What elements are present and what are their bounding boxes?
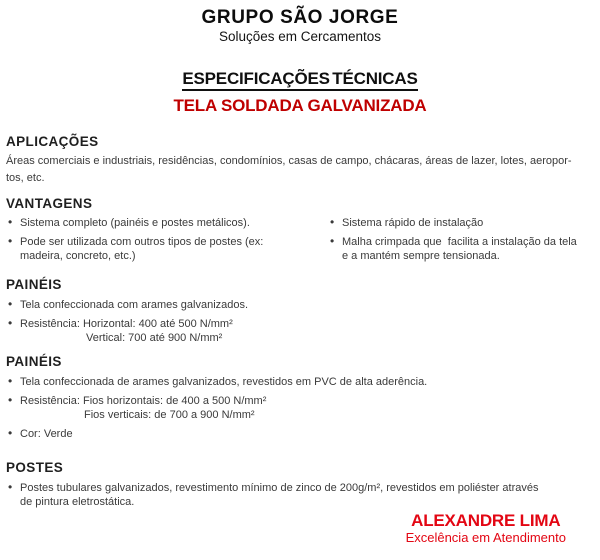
document-content [0, 134, 600, 509]
signature-name: ALEXANDRE LIMA [411, 511, 561, 530]
list-item [6, 298, 594, 312]
aplicacoes-line: tos, etc. [6, 172, 45, 184]
list-item-text: • Pode ser utilizada com outros tipos de postes (ex: [20, 236, 264, 248]
vantagens-right-column [328, 216, 594, 268]
list-item [6, 427, 594, 441]
list-item-text: • Resistência: Horizontal: 400 até 500 N/mm² [20, 318, 233, 330]
paineis-galvanizada-list [6, 298, 594, 345]
section-postes [6, 460, 594, 509]
list-item-text: madeira, concreto, etc.) [20, 250, 136, 262]
vantagens-columns [6, 216, 594, 268]
list-item-text: • Sistema completo (painéis e postes metálicos). [20, 217, 250, 229]
list-item [6, 394, 594, 422]
document-subtitle: TELA SOLDADA GALVANIZADA [173, 96, 427, 115]
signature-block [406, 512, 566, 545]
aplicacoes-line: Áreas comerciais e industriais, residências, condomínios, casas de campo, chácaras, áreas de lazer, lotes, aeropor- [6, 155, 572, 167]
vantagens-left-column [6, 216, 328, 268]
section-heading-postes: POSTES [6, 460, 64, 475]
section-heading-vantagens: VANTAGENS [6, 196, 93, 211]
section-heading-paineis-1: PAINÉIS [6, 277, 62, 292]
list-item [6, 235, 328, 263]
section-paineis-pvc [6, 354, 594, 441]
list-item-text: e a mantém sempre tensionada. [342, 250, 500, 262]
list-item-text: • Postes tubulares galvanizados, revestimento mínimo de zinco de 200g/m², revestidos em poliéster através [20, 482, 539, 494]
document-title: ESPECIFICAÇÕES TÉCNICAS [182, 69, 417, 91]
list-item [6, 481, 594, 509]
list-item-subtext: Fios verticais: de 700 a 900 N/mm² [84, 409, 255, 421]
list-item [328, 235, 594, 263]
list-item [328, 216, 594, 230]
section-heading-aplicacoes: APLICAÇÕES [6, 134, 99, 149]
list-item [6, 375, 594, 389]
list-item [6, 317, 594, 345]
list-item-text: • Resistência: Fios horizontais: de 400 a 500 N/mm² [20, 395, 267, 407]
paineis-pvc-list [6, 375, 594, 441]
postes-list [6, 481, 594, 509]
company-name: GRUPO SÃO JORGE [201, 7, 399, 28]
list-item-text: • Tela confeccionada com arames galvanizados. [20, 299, 249, 311]
list-item [6, 216, 328, 230]
company-tagline: Soluções em Cercamentos [218, 29, 382, 44]
list-item-subtext: Vertical: 700 até 900 N/mm² [86, 332, 223, 344]
list-item-text: • Malha crimpada que facilita a instalação da tela [342, 236, 577, 248]
section-heading-paineis-2: PAINÉIS [6, 354, 62, 369]
aplicacoes-paragraph [6, 153, 594, 187]
section-paineis-galvanizada [6, 277, 594, 345]
list-item-text: • Sistema rápido de instalação [342, 217, 484, 229]
list-item-text: • Tela confeccionada de arames galvanizados, revestidos em PVC de alta aderência. [20, 376, 428, 388]
list-item-text: • Cor: Verde [20, 428, 73, 440]
document-header [0, 0, 600, 45]
signature-tagline: Excelência em Atendimento [405, 530, 566, 545]
title-block [0, 69, 600, 115]
section-vantagens [6, 196, 594, 268]
section-aplicacoes [6, 134, 594, 187]
list-item-text: de pintura eletrostática. [20, 496, 135, 508]
